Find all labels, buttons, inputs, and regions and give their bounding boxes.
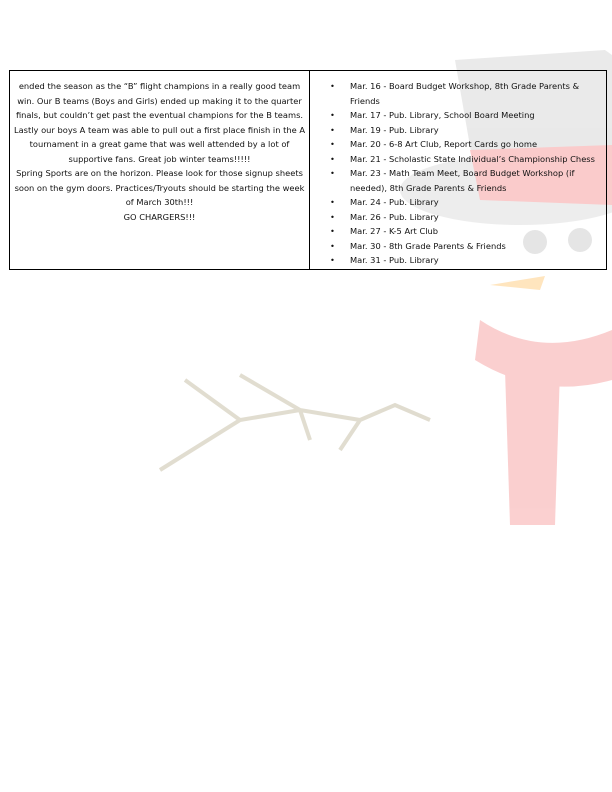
branch-arm-icon bbox=[160, 375, 430, 470]
event-item: • Mar. 30 - 8th Grade Parents & Friends bbox=[310, 239, 600, 254]
sports-column bbox=[10, 71, 310, 269]
event-item: • Mar. 26 - Pub. Library bbox=[310, 210, 600, 225]
event-item: • Mar. 20 - 6-8 Art Club, Report Cards go home bbox=[310, 137, 600, 152]
newsletter-table bbox=[9, 70, 607, 270]
events-column bbox=[310, 71, 606, 269]
scarf-tail bbox=[505, 370, 560, 525]
event-item: • Mar. 17 - Pub. Library, School Board Meeting bbox=[310, 108, 600, 123]
go-chargers-text: GO CHARGERS!!! bbox=[123, 211, 196, 222]
sports-paragraph: ended the season as the “B” flight champions in a really good team win. Our B teams (Boys and Girls) ended up making it to the quarter finals, but couldn’t get past the eventual champions for the B teams. Lastly our boys A team was able to pull out a first place finish in the A tournament in a great game that was well attended by a lot of supportive fans. Great job winter teams!!!!! bbox=[13, 81, 306, 164]
event-item: • Mar. 24 - Pub. Library bbox=[310, 195, 600, 210]
event-item: • Mar. 19 - Pub. Library bbox=[310, 123, 600, 138]
event-item: • Mar. 16 - Board Budget Workshop, 8th Grade Parents & Friends bbox=[310, 79, 600, 108]
event-item: • Mar. 23 - Math Team Meet, Board Budget Workshop (if needed), 8th Grade Parents & Friends bbox=[310, 166, 600, 195]
event-item: • Mar. 31 - Pub. Library bbox=[310, 253, 600, 268]
event-item: • Mar. 21 - Scholastic State Individual’s Championship Chess bbox=[310, 152, 600, 167]
carrot-nose bbox=[490, 276, 545, 290]
spring-sports-paragraph: Spring Sports are on the horizon. Please look for those signup sheets soon on the gym doors. Practices/Tryouts should be starting the week of March 30th!!! bbox=[14, 168, 305, 207]
event-item: • Mar. 27 - K-5 Art Club bbox=[310, 224, 600, 239]
event-list bbox=[310, 79, 600, 268]
